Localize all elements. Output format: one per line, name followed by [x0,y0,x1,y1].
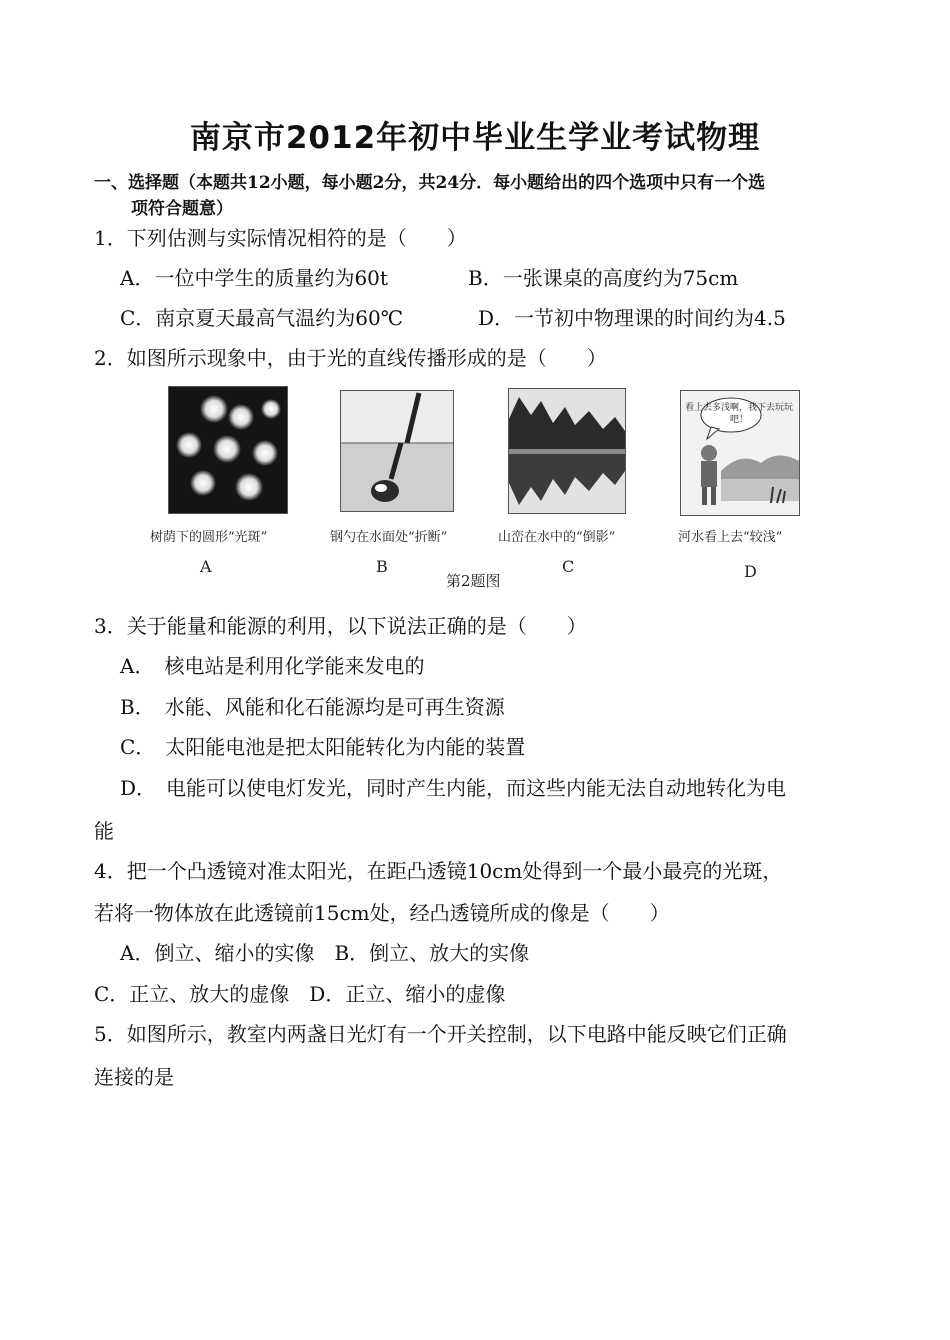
figure-title: 第2题图 [446,572,501,590]
figure-a-label: A [200,557,212,576]
section-heading-cont: 项符合题意） [131,199,233,219]
figure-d-caption: 河水看上去“较浅” [678,530,783,545]
q4-options-ab: A．倒立、缩小的实像 B．倒立、放大的实像 [120,941,530,965]
q2-stem: 2．如图所示现象中，由于光的直线传播形成的是（ ） [94,346,607,370]
q4-stem-cont: 若将一物体放在此透镜前15cm处，经凸透镜所成的像是（ ） [94,901,670,925]
q3-stem: 3．关于能量和能源的利用，以下说法正确的是（ ） [94,614,587,638]
figure-c-caption: 山峦在水中的“倒影” [498,530,616,545]
figure-b-caption: 钢勺在水面处“折断” [330,530,448,545]
figure-d-label: D [744,562,757,581]
q1-option-c: C．南京夏天最高气温约为60℃ [120,306,404,330]
figure-c-mountain-reflection [508,388,626,514]
q1-option-a: A．一位中学生的质量约为60t [120,266,388,290]
section-heading: 一、选择题（本题共12小题，每小题2分，共24分．每小题给出的四个选项中只有一个选 [94,173,766,193]
q3-option-d-cont: 能 [94,819,114,843]
q4-stem: 4．把一个凸透镜对准太阳光，在距凸透镜10cm处得到一个最小最亮的光斑， [94,859,783,883]
q1-option-d: D．一节初中物理课的时间约为4.5 [478,306,786,330]
q1-stem: 1．下列估测与实际情况相符的是（ ） [94,226,467,250]
q3-option-c: C． 太阳能电池是把太阳能转化为内能的装置 [120,735,526,759]
figure-c-label: C [562,557,575,576]
figure-a-caption: 树荫下的圆形“光斑” [150,530,268,545]
figure-a-light-spots [168,386,288,514]
q1-option-b: B．一张课桌的高度约为75cm [468,266,739,290]
q4-options-cd: C．正立、放大的虚像 D．正立、缩小的虚像 [94,982,506,1006]
page-title: 南京市2012年初中毕业生学业考试物理 [189,120,761,156]
figure-d-speech-bubble: 看上去多浅啊，我下去玩玩吧！ [685,403,794,425]
q5-stem: 5．如图所示，教室内两盏日光灯有一个开关控制，以下电路中能反映它们正确 [94,1022,787,1046]
q3-option-a: A． 核电站是利用化学能来发电的 [120,654,425,678]
figure-b-spoon-in-water [340,390,454,512]
q3-option-d: D． 电能可以使电灯发光，同时产生内能，而这些内能无法自动地转化为电 [120,776,787,800]
q3-option-b: B． 水能、风能和化石能源均是可再生资源 [120,695,505,719]
figure-b-label: B [376,557,388,576]
q2-figure [130,380,810,592]
q5-stem-cont: 连接的是 [94,1065,174,1089]
